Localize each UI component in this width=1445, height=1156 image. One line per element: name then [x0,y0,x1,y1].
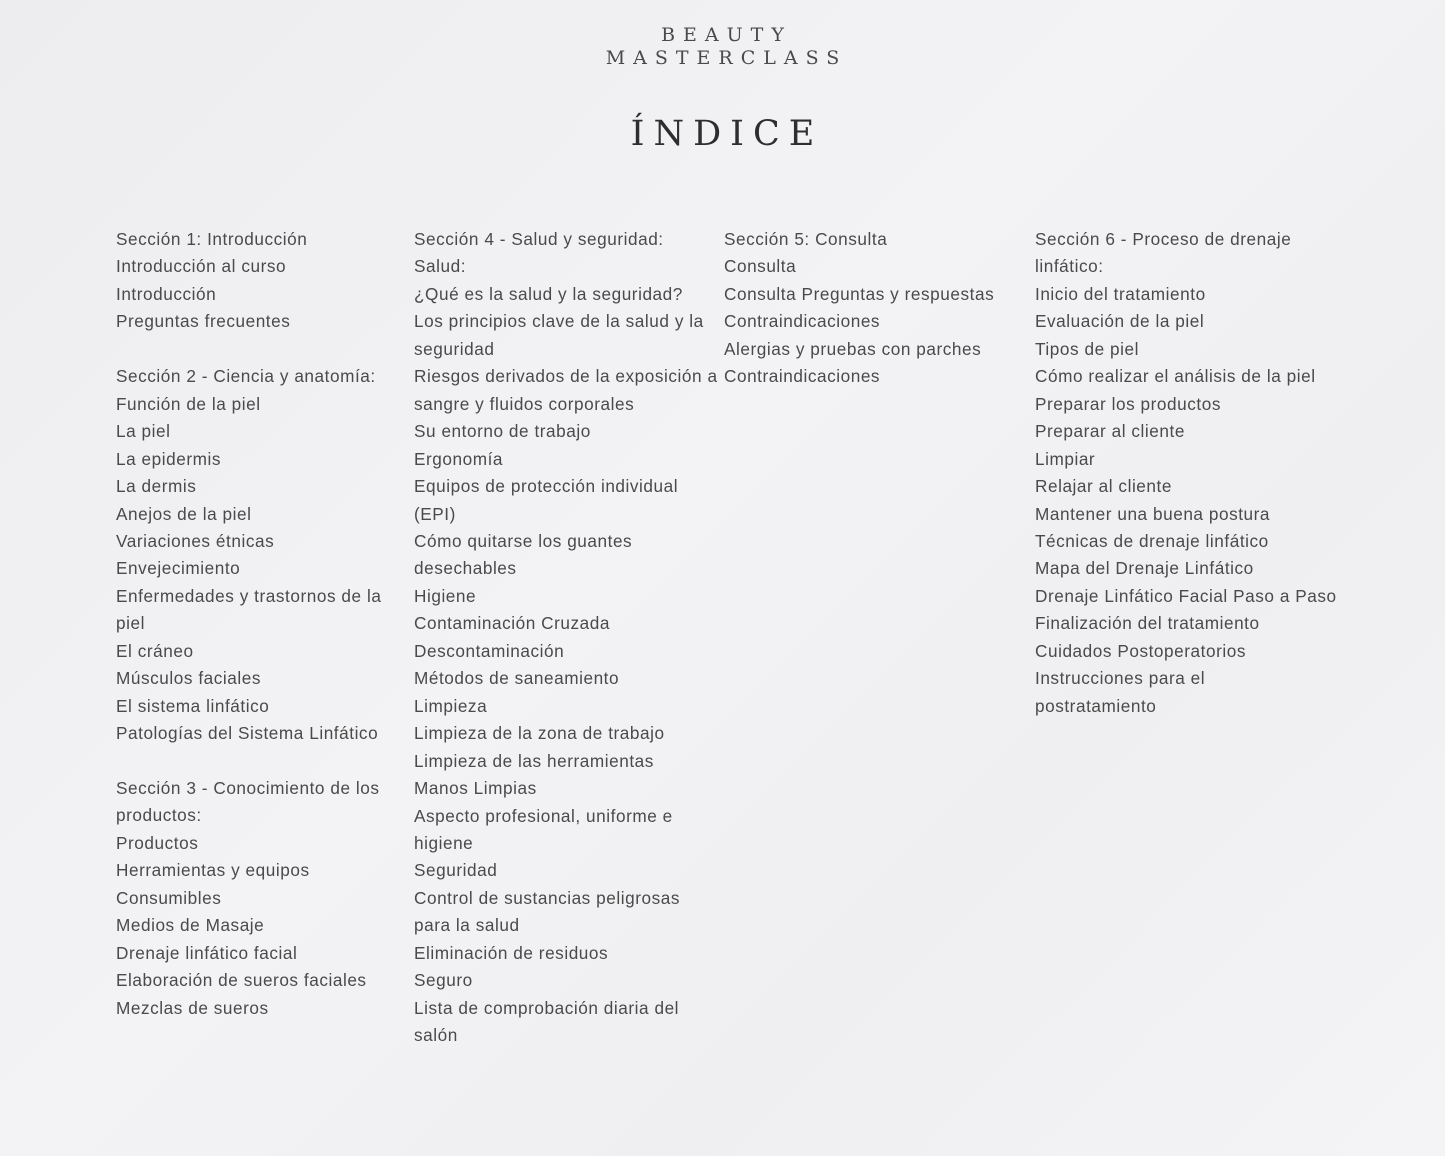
index-entry: desechables [414,558,517,579]
index-entry: Tipos de piel [1035,338,1139,359]
section-spacer [116,748,381,775]
index-entry: El cráneo [116,640,194,661]
index-entry: para la salud [414,915,520,936]
index-entry: Instrucciones para el [1035,668,1206,689]
index-entry: postratamiento [1035,695,1157,716]
index-entry: Cómo realizar el análisis de la piel [1035,366,1316,387]
index-entry: Preguntas frecuentes [116,311,291,332]
index-entry: Descontaminación [414,640,565,661]
index-entry: Eliminación de residuos [414,942,609,963]
index-entry: Contraindicaciones [724,311,881,332]
index-entry: Consumibles [116,887,222,908]
index-entry: higiene [414,832,474,853]
section-heading: Sección 1: Introducción [116,229,308,249]
index-entry: Manos Limpias [414,778,537,799]
index-entry: Cómo quitarse los guantes [414,530,633,551]
index-entry: Limpiar [1035,448,1096,469]
index-entry: Evaluación de la piel [1035,311,1205,332]
index-entry: Limpieza de las herramientas [414,750,654,771]
section-heading: Sección 4 - Salud y seguridad: [414,229,664,249]
index-entry: ¿Qué es la salud y la seguridad? [414,283,683,304]
index-entry: Relajar al cliente [1035,476,1172,497]
index-entry: Limpieza [414,695,488,716]
index-entry: Contraindicaciones [724,366,881,387]
index-entry: Introducción al curso [116,256,287,277]
index-entry: Elaboración de sueros faciales [116,970,367,991]
index-entry: Drenaje Linfático Facial Paso a Paso [1035,585,1337,606]
section-spacer [116,336,381,363]
index-entry: Finalización del tratamiento [1035,613,1260,634]
index-entry: Consulta Preguntas y respuestas [724,283,995,304]
index-entry: Función de la piel [116,393,261,414]
index-entry: Inicio del tratamiento [1035,283,1206,304]
index-entry: productos: [116,805,202,826]
index-entry: Limpieza de la zona de trabajo [414,723,665,744]
index-column-4 [1035,226,1337,720]
index-entry: Métodos de saneamiento [414,668,620,689]
index-column-1 [116,226,381,1022]
index-entry: Ergonomía [414,448,504,469]
index-entry: piel [116,613,145,634]
index-entry: linfático: [1035,256,1104,277]
index-entry: Introducción [116,283,217,304]
page-title-text: ÍNDICE [630,114,824,154]
index-entry: La piel [116,421,171,442]
index-entry: Equipos de protección individual [414,476,679,497]
index-entry: Los principios clave de la salud y la [414,311,704,332]
index-entry: Mezclas de sueros [116,997,269,1018]
brand-logo [0,24,1445,70]
index-entry: La epidermis [116,448,221,469]
section-heading: Sección 3 - Conocimiento de los [116,778,380,799]
index-entry: seguridad [414,338,495,359]
index-entry: Variaciones étnicas [116,530,275,551]
index-entry: (EPI) [414,503,456,524]
brand-line-masterclass: MASTERCLASS [605,47,848,69]
section-heading: Sección 5: Consulta [724,229,888,249]
index-entry: Patologías del Sistema Linfático [116,723,379,744]
index-entry: Productos [116,832,199,853]
index-entry: Músculos faciales [116,668,261,689]
index-entry: Seguridad [414,860,498,881]
index-entry: Aspecto profesional, uniforme e [414,805,673,826]
index-entry: Lista de comprobación diaria del [414,997,680,1018]
index-entry: Consulta [724,256,797,277]
index-entry: El sistema linfático [116,695,270,716]
index-entry: Cuidados Postoperatorios [1035,640,1246,661]
index-entry: La dermis [116,476,197,497]
index-entry: Contaminación Cruzada [414,613,610,634]
index-entry: Drenaje linfático facial [116,942,298,963]
index-entry: Salud: [414,256,467,277]
index-entry: Su entorno de trabajo [414,421,591,442]
index-entry: Riesgos derivados de la exposición a [414,366,718,387]
index-entry: Mapa del Drenaje Linfático [1035,558,1254,579]
section-heading: Sección 6 - Proceso de drenaje [1035,229,1292,249]
index-column-2 [414,226,718,1050]
page-title [0,112,1445,156]
index-entry: sangre y fluidos corporales [414,393,635,414]
index-entry: Preparar al cliente [1035,421,1185,442]
index-entry: Técnicas de drenaje linfático [1035,530,1269,551]
section-heading: Sección 2 - Ciencia y anatomía: [116,366,376,387]
index-entry: Herramientas y equipos [116,860,310,881]
index-entry: salón [414,1025,458,1046]
index-entry: Alergias y pruebas con parches [724,338,982,359]
index-entry: Control de sustancias peligrosas [414,887,680,908]
index-entry: Anejos de la piel [116,503,252,524]
index-entry: Enfermedades y trastornos de la [116,585,382,606]
index-entry: Seguro [414,970,473,991]
index-entry: Higiene [414,585,477,606]
index-entry: Envejecimiento [116,558,241,579]
index-entry: Medios de Masaje [116,915,265,936]
brand-line-beauty: BEAUTY [661,24,792,46]
index-column-3 [724,226,994,391]
index-entry: Mantener una buena postura [1035,503,1271,524]
index-entry: Preparar los productos [1035,393,1221,414]
